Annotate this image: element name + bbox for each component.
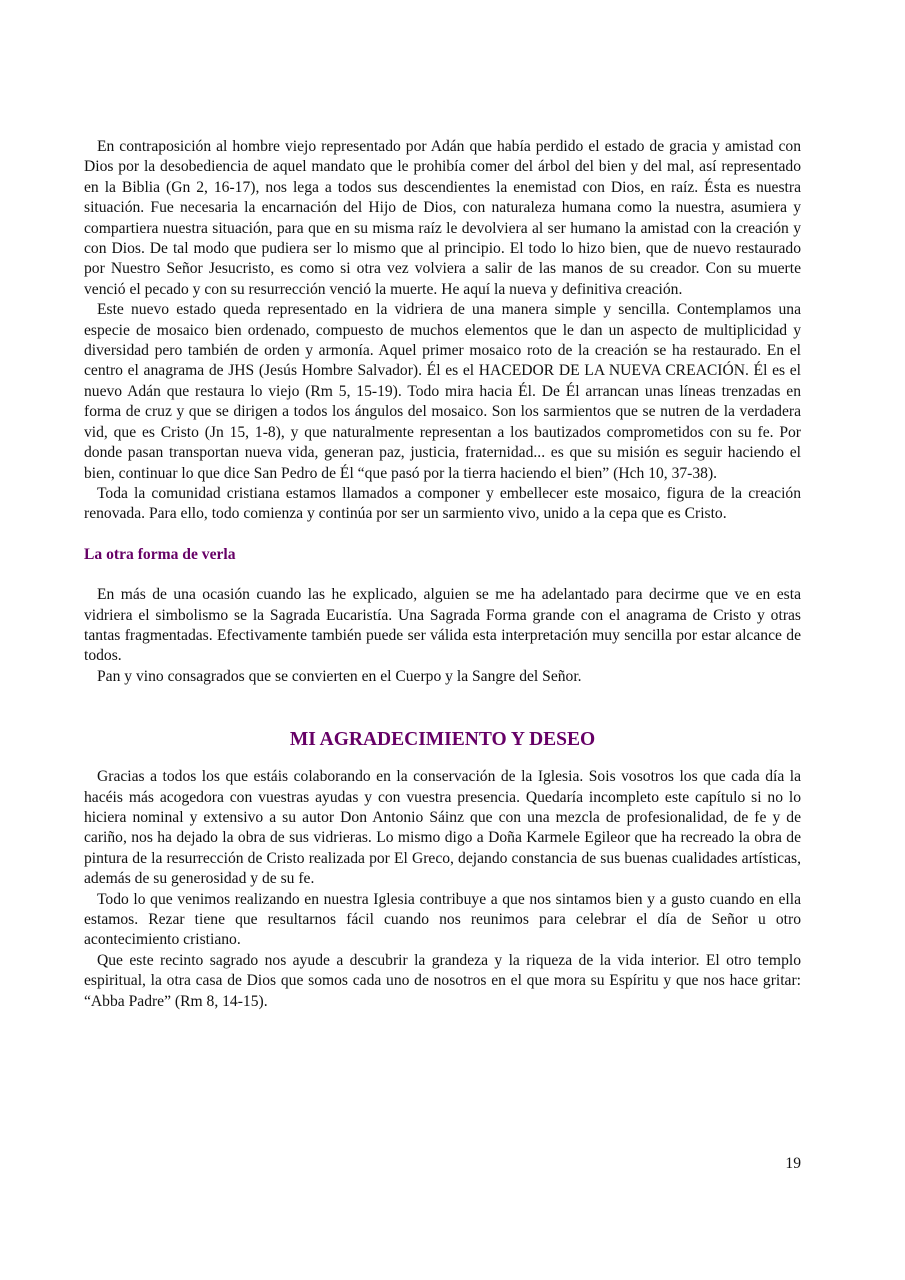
spacer	[84, 687, 801, 715]
paragraph-adan: En contraposición al hombre viejo representado por Adán que había perdido el estado de gracia y amistad con Dios por la desobediencia de aquel mandato que le prohibía comer del árbol del bien y del mal, así representado en la Biblia (Gn 2, 16-17), nos lega a todos sus descendientes la enemistad con Dios, en raíz. Ésta es nuestra situación. Fue necesaria la encarnación del Hijo de Dios, con naturaleza humana como la nuestra, asumiera y compartiera nuestra situación, para que en su misma raíz le devolviera al ser humano la amistad con la creación y con Dios. De tal modo que pudiera ser lo mismo que al principio. El todo lo hizo bien, que de nuevo restaurado por Nuestro Señor Jesucristo, es como si otra vez volviera a salir de las manos de su creador. Con su muerte venció el pecado y con su resurrección venció la muerte. He aquí la nueva y definitiva creación.	[84, 138, 801, 298]
paragraph-eucaristia: En más de una ocasión cuando las he explicado, alguien se me ha adelantado para decirme que ve en esta vidriera el simbolismo se la Sagrada Eucaristía. Una Sagrada Forma grande con el anagrama de Cristo y otras tantas fragmentadas. Efectivamente también puede ser válida esta interpretación muy sencilla por estar alcance de todos.	[84, 586, 801, 665]
document-page	[84, 137, 801, 1012]
spacer	[84, 753, 801, 767]
page-number: 19	[785, 1155, 801, 1172]
paragraph-recinto: Que este recinto sagrado nos ayude a descubrir la grandeza y la riqueza de la vida interior. El otro templo espiritual, la otra casa de Dios que somos cada uno de nosotros en el que mora su Espíritu y que nos hace gritar: “Abba Padre” (Rm 8, 14-15).	[84, 951, 801, 1010]
section-title-agradecimiento: MI AGRADECIMIENTO Y DESEO	[289, 729, 596, 751]
subheading-otra-forma: La otra forma de verla	[84, 545, 236, 563]
paragraph-nuevo-estado: Este nuevo estado queda representado en la vidriera de una manera simple y sencilla. Contemplamos una especie de mosaico bien ordenado, compuesto de muchos elementos que le dan un aspecto de multiplicidad y diversidad pero también de orden y armonía. Aquel primer mosaico roto de la creación se ha restaurado. En el centro el anagrama de JHS (Jesús Hombre Salvador). Él es el HACEDOR DE LA NUEVA CREACIÓN. Él es el nuevo Adán que restaura lo viejo (Rm 5, 15-19). Todo mira hacia Él. De Él arrancan unas líneas trenzadas en forma de cruz y que se dirigen a todos los ángulos del mosaico. Son los sarmientos que se nutren de la verdadera vid, que es Cristo (Jn 15, 1-8), y que naturalmente representan a los bautizados comprometidos con su fe. Por donde pasan transportan nueva vida, generan paz, justicia, fraternidad... es que su misión es seguir haciendo el bien, continuar lo que dice San Pedro de Él “que pasó por la tierra haciendo el bien” (Hch 10, 37-38).	[84, 301, 801, 482]
paragraph-pan-vino: Pan y vino consagrados que se convierten en el Cuerpo y la Sangre del Señor.	[97, 667, 582, 685]
paragraph-gracias: Gracias a todos los que estáis colaborando en la conservación de la Iglesia. Sois vosotros los que cada día la hacéis más acogedora con vuestras ayudas y con vuestra presencia. Quedaría incompleto este capítulo si no lo hiciera nominal y extensivo a su autor Don Antonio Sáinz que con una mezcla de profesionalidad, de fe y de cariño, nos ha dejado la obra de sus vidrieras. Lo mismo digo a Doña Karmele Egileor que ha recreado la obra de pintura de la resurrección de Cristo realizada por El Greco, dejando constancia de sus buenas cualidades artísticas, además de su generosidad y de su fe.	[84, 768, 801, 888]
paragraph-iglesia: Todo lo que venimos realizando en nuestra Iglesia contribuye a que nos sintamos bien y a gusto cuando en ella estamos. Rezar tiene que resultarnos fácil cuando nos reunimos para celebrar el día de Señor u otro acontecimiento cristiano.	[84, 890, 801, 949]
paragraph-comunidad: Toda la comunidad cristiana estamos llamados a componer y embellecer este mosaico, figura de la creación renovada. Para ello, todo comienza y continúa por ser un sarmiento vivo, unido a la cepa que es Cristo.	[84, 484, 801, 523]
spacer	[84, 525, 801, 545]
spacer	[84, 565, 801, 585]
spacer	[84, 715, 801, 727]
